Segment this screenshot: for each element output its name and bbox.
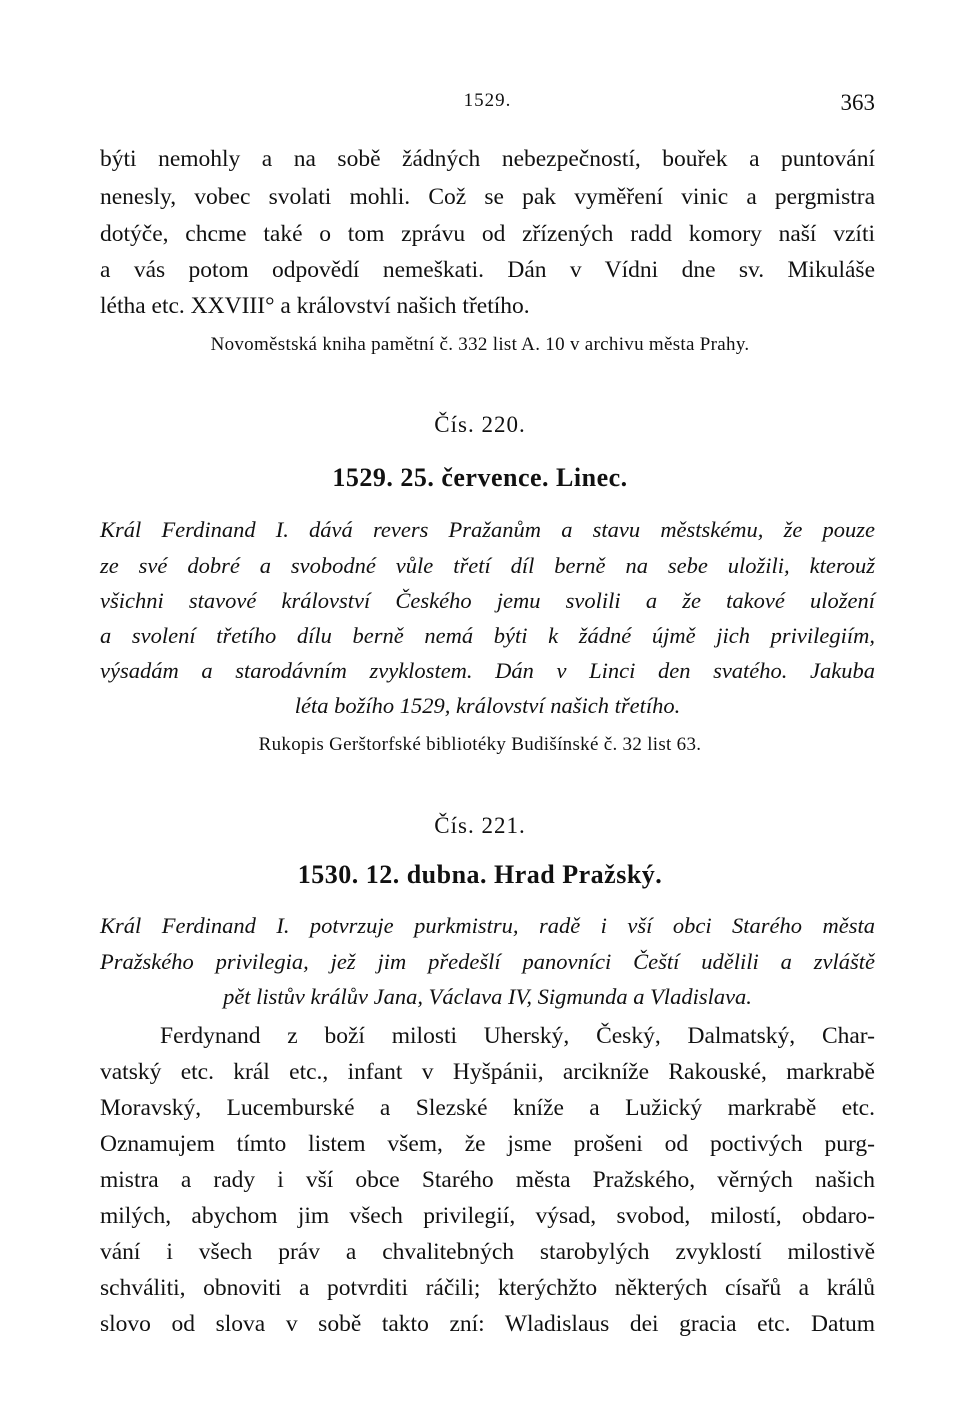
text-line: nenesly, vobec svolati mohli. Což se pak vyměření vinic a pergmistra bbox=[100, 184, 875, 210]
regest-line: a svolení třetího dílu berně nemá býti k žádné újmě jich privilegiím, bbox=[100, 623, 875, 648]
text-line: mistra a rady i vší obce Starého města Pražského, věrných našich bbox=[100, 1167, 875, 1193]
text-line: schváliti, obnoviti a potvrditi ráčili; kterýchžto některých císařů a králů bbox=[100, 1275, 875, 1301]
text-line: vání i všech práv a chvalitebných starobylých zvyklostí milostivě bbox=[100, 1239, 875, 1265]
text-line: Moravský, Lucemburské a Slezské kníže a Lužický markrabě etc. bbox=[100, 1095, 875, 1121]
page-number: 363 bbox=[840, 90, 875, 115]
text-line: a vás potom odpovědí nemeškati. Dán v Vídni dne sv. Mikuláše bbox=[100, 257, 875, 283]
header-year: 1529. bbox=[463, 90, 512, 111]
text-line: Ferdynand z boží milosti Uherský, Český, Dalmatský, Char- bbox=[160, 1023, 875, 1049]
source-note: Novoměstská kniha pamětní č. 332 list A. 10 v archivu města Prahy. bbox=[210, 334, 750, 355]
text-line: Oznamujem tímto listem všem, že jsme prošeni od poctivých purg- bbox=[100, 1131, 875, 1157]
regest-line: všichni stavové království Českého jemu svolili a že takové uložení bbox=[100, 588, 875, 613]
text-line: dotýče, chcme také o tom zprávu od zřízených radd komory naší vzíti bbox=[100, 221, 875, 247]
text-line: slovo od slova v sobě takto zní: Wladislaus dei gracia etc. Datum bbox=[100, 1311, 875, 1337]
regest-line: léta božího 1529, království našich třetího. bbox=[294, 693, 681, 718]
text-line: létha etc. XXVIII° a království našich třetího. bbox=[100, 293, 530, 319]
regest-line: Král Ferdinand I. dává revers Pražanům a stavu městskému, že pouze bbox=[100, 517, 875, 542]
text-line: býti nemohly a na sobě žádných nebezpečností, bouřek a puntování bbox=[100, 146, 875, 172]
regest-line: pět listův králův Jana, Václava IV, Sigmunda a Vladislava. bbox=[223, 984, 752, 1009]
document-number: Čís. 221. bbox=[434, 813, 526, 838]
running-header bbox=[100, 90, 875, 116]
document-number: Čís. 220. bbox=[434, 412, 526, 437]
text-line: milých, abychom jim všech privilegií, výsad, svobod, milostí, obdaro- bbox=[100, 1203, 875, 1229]
regest-line: ze své dobré a svobodné vůle třetí díl berně na sebe uložili, kterouž bbox=[100, 553, 875, 578]
regest-line: výsadám a starodávním zvyklostem. Dán v Linci den svatého. Jakuba bbox=[100, 658, 875, 683]
regest-line: Král Ferdinand I. potvrzuje purkmistru, radě i vší obci Starého města bbox=[100, 913, 875, 938]
source-note: Rukopis Gerštorfské bibliotéky Budišínské č. 32 list 63. bbox=[258, 734, 702, 755]
document-dateline: 1530. 12. dubna. Hrad Pražský. bbox=[297, 860, 663, 889]
document-dateline: 1529. 25. července. Linec. bbox=[332, 463, 628, 492]
text-line: vatský etc. král etc., infant v Hyšpánii, arcikníže Rakouské, markrabě bbox=[100, 1059, 875, 1085]
regest-line: Pražského privilegia, jež jim předešlí panovníci Čeští udělili a zvláště bbox=[100, 949, 875, 974]
